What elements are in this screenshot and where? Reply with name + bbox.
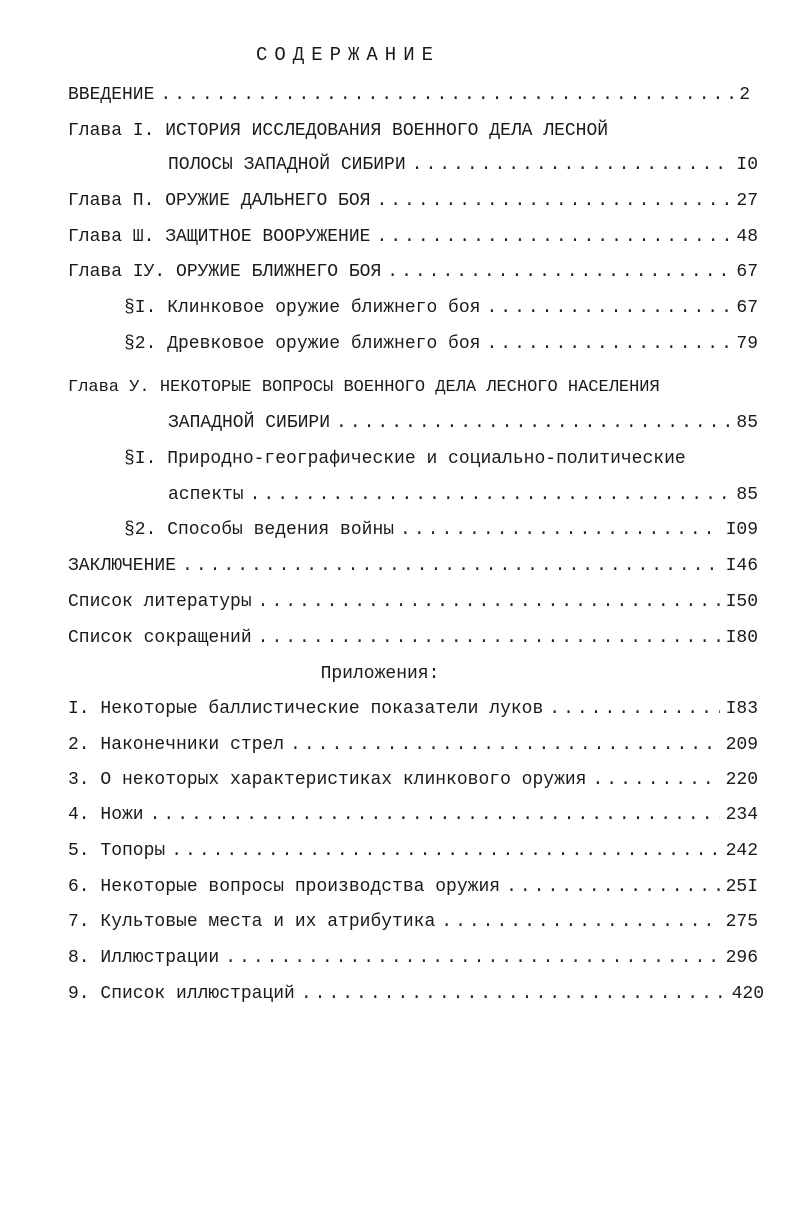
toc-entry [68, 589, 758, 615]
appendix-entry-page: 420 [731, 984, 764, 1004]
appendix-entry-page: 296 [725, 948, 758, 968]
toc-entry-page: 79 [736, 334, 758, 354]
toc-entry-text: ЗАПАДНОЙ СИБИРИ [168, 413, 331, 433]
toc-entry [68, 82, 750, 108]
appendix-entry [68, 767, 758, 793]
appendix-entry-page: 275 [725, 912, 758, 932]
toc-entry-text: Список литературы [68, 592, 252, 612]
toc-entry-page: 27 [736, 191, 758, 211]
appendix-entry [68, 838, 758, 864]
toc-entry-text: Глава Ш. ЗАЩИТНОЕ ВООРУЖЕНИЕ [68, 227, 371, 247]
dot-leader [225, 945, 719, 971]
appendix-entry-text: 3. О некоторых характеристиках клинкового оружия [68, 770, 587, 790]
toc-entry-page: I46 [725, 556, 758, 576]
appendix-entry-page: 234 [725, 805, 758, 825]
toc-entry-text: Глава У. НЕКОТОРЫЕ ВОПРОСЫ ВОЕННОГО ДЕЛА ЛЕСНОГО НАСЕЛЕНИЯ [68, 378, 660, 397]
dot-leader [376, 224, 730, 250]
page-title: СОДЕРЖАНИЕ [255, 44, 441, 66]
toc-entry [124, 331, 758, 357]
toc-entry [168, 410, 758, 436]
toc-entry [124, 517, 758, 543]
appendix-entry [68, 981, 764, 1007]
toc-entry-page: I50 [725, 592, 758, 612]
toc-entry-text: ВВЕДЕНИЕ [68, 85, 155, 105]
toc-entry [68, 188, 758, 214]
appendix-entry [68, 874, 758, 900]
appendix-entry-text: 4. Ножи [68, 805, 144, 825]
toc-entry-page: 67 [736, 262, 758, 282]
toc-entry-page: 48 [736, 227, 758, 247]
appendix-entry-text: 7. Культовые места и их атрибутика [68, 912, 436, 932]
dot-leader [182, 553, 720, 579]
toc-entry [68, 224, 758, 250]
toc-entry-text: ЗАКЛЮЧЕНИЕ [68, 556, 177, 576]
dot-leader [387, 259, 730, 285]
toc-entry-page: 85 [736, 413, 758, 433]
toc-entry-text: аспекты [168, 485, 244, 505]
dot-leader [171, 838, 719, 864]
dot-leader [336, 410, 730, 436]
appendix-entry-text: 5. Топоры [68, 841, 166, 861]
appendix-entry-text: 2. Наконечники стрел [68, 735, 285, 755]
appendix-entry-page: 209 [725, 735, 758, 755]
toc-entry-text: Глава I. ИСТОРИЯ ИССЛЕДОВАНИЯ ВОЕННОГО ДЕЛА ЛЕСНОЙ [68, 121, 609, 141]
appendix-heading: Приложения: [320, 664, 440, 684]
appendix-entry [68, 945, 758, 971]
dot-leader [486, 295, 730, 321]
toc-entry [68, 259, 758, 285]
dot-leader [160, 82, 733, 108]
dot-leader [258, 589, 720, 615]
appendix-entry-page: 242 [725, 841, 758, 861]
toc-entry [168, 152, 758, 178]
dot-leader [506, 874, 720, 900]
appendix-entry-text: 8. Иллюстрации [68, 948, 220, 968]
appendix-entry [68, 732, 758, 758]
toc-entry-page: I09 [725, 520, 758, 540]
dot-leader [441, 909, 719, 935]
toc-entry-page: I0 [736, 155, 758, 175]
appendix-entry-text: 6. Некоторые вопросы производства оружия [68, 877, 501, 897]
toc-entry [68, 625, 758, 651]
toc-entry [168, 482, 758, 508]
toc-entry [68, 553, 758, 579]
dot-leader [592, 767, 719, 793]
dot-leader [486, 331, 730, 357]
appendix-entry [68, 909, 758, 935]
toc-entry-text: §2. Древковое оружие ближнего боя [124, 334, 481, 354]
dot-leader [376, 188, 730, 214]
toc-entry-text: §I. Природно-географические и социально-политические [124, 449, 686, 469]
toc-entry-page: I80 [725, 628, 758, 648]
dot-leader [549, 696, 719, 722]
dot-leader [290, 732, 720, 758]
appendix-entry-page: 25I [725, 877, 758, 897]
toc-entry-page: 2 [739, 85, 750, 105]
toc-entry [124, 295, 758, 321]
toc-entry-page: 67 [736, 298, 758, 318]
toc-entry-text: Глава П. ОРУЖИЕ ДАЛЬНЕГО БОЯ [68, 191, 371, 211]
dot-leader [301, 981, 726, 1007]
appendix-entry-text: 9. Список иллюстраций [68, 984, 295, 1004]
dot-leader [412, 152, 731, 178]
toc-entry-text: §2. Способы ведения войны [124, 520, 395, 540]
dot-leader [150, 802, 720, 828]
appendix-entry-text: I. Некоторые баллистические показатели луков [68, 699, 544, 719]
appendix-entry [68, 802, 758, 828]
toc-entry-text: Список сокращений [68, 628, 252, 648]
dot-leader [258, 625, 720, 651]
toc-entry-page: 85 [736, 485, 758, 505]
appendix-entry-page: I83 [725, 699, 758, 719]
toc-entry-text: Глава IУ. ОРУЖИЕ БЛИЖНЕГО БОЯ [68, 262, 382, 282]
appendix-entry-page: 220 [725, 770, 758, 790]
toc-entry-text: ПОЛОСЫ ЗАПАДНОЙ СИБИРИ [168, 155, 406, 175]
toc-entry-text: §I. Клинковое оружие ближнего боя [124, 298, 481, 318]
appendix-entry [68, 696, 758, 722]
dot-leader [400, 517, 720, 543]
dot-leader [250, 482, 731, 508]
